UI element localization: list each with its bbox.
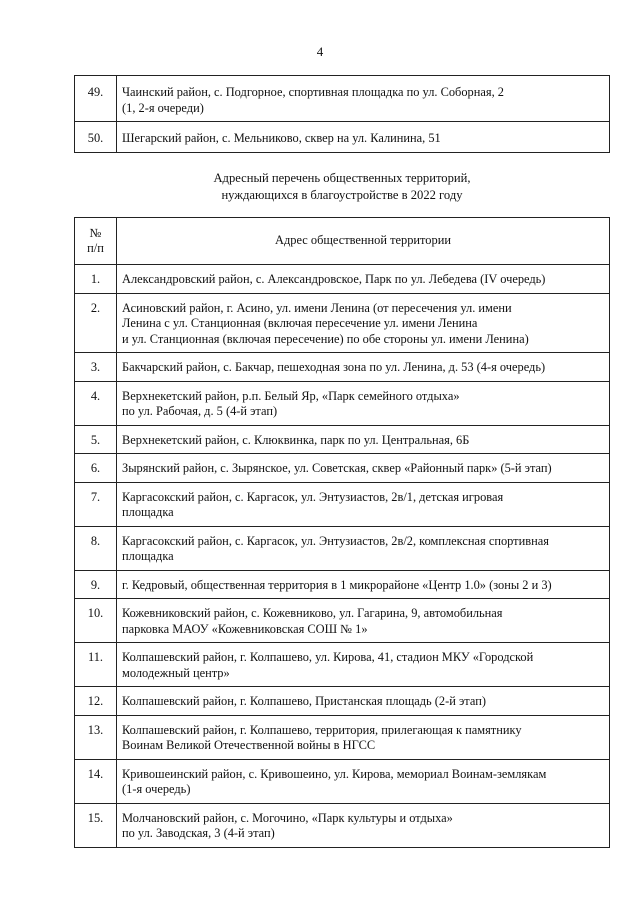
table-row xyxy=(75,293,610,353)
header-address-cell: Адрес общественной территории xyxy=(117,218,610,265)
address-line: Воинам Великой Отечественной войны в НГСС xyxy=(122,738,376,752)
row-number: 50. xyxy=(75,122,117,153)
row-address xyxy=(117,570,610,599)
address-line: молодежный центр» xyxy=(122,665,230,680)
table-row xyxy=(75,526,610,570)
row-address xyxy=(117,122,610,153)
header-number-sign: № xyxy=(89,225,102,240)
address-line: (1-я очередь) xyxy=(122,782,191,796)
address-line: Колпашевский район, г. Колпашево, территория, прилегающая к памятнику xyxy=(122,722,522,737)
row-address xyxy=(117,687,610,716)
row-number: 12. xyxy=(75,687,117,716)
header-number-abbrev: п/п xyxy=(87,241,104,255)
address-line: Молчановский район, с. Могочино, «Парк культуры и отдыха» xyxy=(122,810,453,825)
table-row xyxy=(75,76,610,122)
row-address xyxy=(117,454,610,483)
row-address xyxy=(117,599,610,643)
continued-address-table-body xyxy=(75,76,610,153)
address-line: Ленина с ул. Станционная (включая пересечение ул. имени Ленина xyxy=(122,316,478,330)
table-row xyxy=(75,599,610,643)
address-line: по ул. Рабочая, д. 5 (4-й этап) xyxy=(122,404,278,418)
address-line: парковка МАОУ «Кожевниковская СОШ № 1» xyxy=(122,621,368,636)
address-line: Колпашевский район, г. Колпашево, ул. Кирова, 41, стадион МКУ «Городской xyxy=(122,650,534,664)
row-number: 5. xyxy=(75,425,117,454)
address-line: Чаинский район, с. Подгорное, спортивная площадка по ул. Соборная, 2 xyxy=(122,85,504,99)
row-number: 2. xyxy=(75,293,117,353)
table-header-row xyxy=(75,218,610,265)
address-line: площадка xyxy=(122,505,174,519)
row-number: 13. xyxy=(75,715,117,759)
header-number-cell xyxy=(75,218,117,265)
row-address xyxy=(117,293,610,353)
page-number: 4 xyxy=(316,44,324,59)
address-table-2022-body xyxy=(75,265,610,848)
row-number: 1. xyxy=(75,265,117,294)
row-address xyxy=(117,759,610,803)
row-address xyxy=(117,353,610,382)
address-line: по ул. Заводская, 3 (4-й этап) xyxy=(122,826,275,840)
section-title-line-2: нуждающихся в благоустройстве в 2022 году xyxy=(221,188,463,202)
row-number: 49. xyxy=(75,76,117,122)
row-number: 9. xyxy=(75,570,117,599)
row-address xyxy=(117,381,610,425)
table-row xyxy=(75,570,610,599)
address-line: Верхнекетский район, с. Клюквинка, парк по ул. Центральная, 6Б xyxy=(122,432,470,447)
address-line: (1, 2-я очереди) xyxy=(122,100,204,115)
address-line: площадка xyxy=(122,549,174,563)
address-line: Шегарский район, с. Мельниково, сквер на ул. Калинина, 51 xyxy=(122,131,441,145)
row-number: 11. xyxy=(75,643,117,687)
section-title xyxy=(74,170,610,204)
row-address xyxy=(117,265,610,294)
row-address xyxy=(117,643,610,687)
address-line: Зырянский район, с. Зырянское, ул. Советская, сквер «Районный парк» (5-й этап) xyxy=(122,461,552,475)
row-number: 7. xyxy=(75,482,117,526)
row-address xyxy=(117,715,610,759)
row-number: 6. xyxy=(75,454,117,483)
row-address xyxy=(117,76,610,122)
address-line: Бакчарский район, с. Бакчар, пешеходная зона по ул. Ленина, д. 53 (4-я очередь) xyxy=(122,360,546,374)
row-number: 4. xyxy=(75,381,117,425)
table-row xyxy=(75,425,610,454)
row-number: 3. xyxy=(75,353,117,382)
table-row xyxy=(75,803,610,847)
row-number: 8. xyxy=(75,526,117,570)
address-line: Верхнекетский район, р.п. Белый Яр, «Парк семейного отдыха» xyxy=(122,388,460,403)
table-row xyxy=(75,643,610,687)
table-row xyxy=(75,122,610,153)
table-row xyxy=(75,759,610,803)
table-row xyxy=(75,265,610,294)
address-line: Кожевниковский район, с. Кожевниково, ул. Гагарина, 9, автомобильная xyxy=(122,606,503,620)
row-address xyxy=(117,425,610,454)
row-address xyxy=(117,803,610,847)
continued-address-table xyxy=(74,75,610,153)
address-table-2022 xyxy=(74,217,610,848)
row-number: 15. xyxy=(75,803,117,847)
row-number: 10. xyxy=(75,599,117,643)
address-line: и ул. Станционная (включая пересечение) по обе стороны ул. имени Ленина) xyxy=(122,331,529,346)
section-title-line-1: Адресный перечень общественных территорий, xyxy=(213,171,471,185)
address-line: Каргасокский район, с. Каргасок, ул. Энтузиастов, 2в/1, детская игровая xyxy=(122,489,504,504)
row-address xyxy=(117,526,610,570)
address-line: г. Кедровый, общественная территория в 1 микрорайоне «Центр 1.0» (зоны 2 и 3) xyxy=(122,577,552,592)
table-row xyxy=(75,454,610,483)
table-row xyxy=(75,482,610,526)
address-line: Колпашевский район, г. Колпашево, Пристанская площадь (2-й этап) xyxy=(122,694,486,708)
table-row xyxy=(75,687,610,716)
table-row xyxy=(75,381,610,425)
address-line: Асиновский район, г. Асино, ул. имени Ленина (от пересечения ул. имени xyxy=(122,300,512,315)
row-address xyxy=(117,482,610,526)
row-number: 14. xyxy=(75,759,117,803)
table-row xyxy=(75,353,610,382)
address-line: Кривошеинский район, с. Кривошеино, ул. Кирова, мемориал Воинам-землякам xyxy=(122,766,547,781)
address-line: Александровский район, с. Александровское, Парк по ул. Лебедева (IV очередь) xyxy=(122,272,546,286)
table-row xyxy=(75,715,610,759)
address-line: Каргасокский район, с. Каргасок, ул. Энтузиастов, 2в/2, комплексная спортивная xyxy=(122,533,549,548)
